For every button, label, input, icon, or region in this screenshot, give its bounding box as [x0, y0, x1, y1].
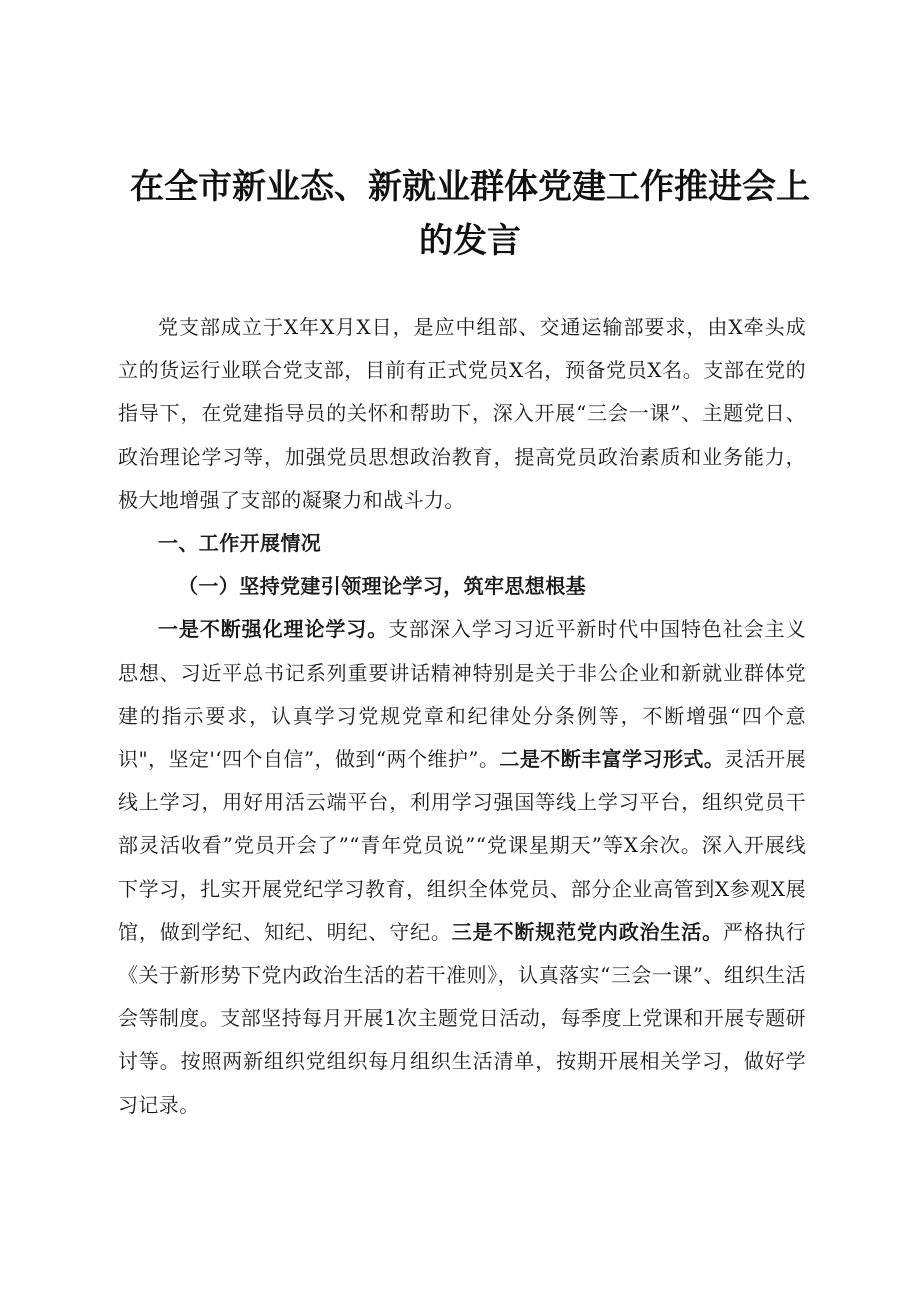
title-line-1: 在全市新业态、新就业群体党建工作推进会上 — [130, 167, 810, 207]
point2-text: 灵活开展线上学习，用好用活云端平台，利用学习强国等线上学习平台，组织党员干部灵活收看”党员开会了”“青年党员说”“党课星期天”等X余次。深入开展线下学习，扎实开展党纪学习教育，组织全体党员、部分企业高管到X参观X展馆，做到学纪、知纪、明纪、守纪。 — [118, 747, 806, 944]
point1-lead: 一是不断强化理论学习。 — [158, 617, 389, 642]
document-title — [110, 160, 830, 268]
section-heading: 一、工作开展情况 — [158, 531, 322, 556]
title-line-2: 的发言 — [419, 221, 521, 261]
subsection-heading: （一）坚持党建引领理论学习，筑牢思想根基 — [178, 574, 586, 599]
intro-paragraph: 党支部成立于X年X月X日，是应中组部、交通运输部要求，由X牵头成立的货运行业联合党支部，目前有正式党员X名，预备党员X名。支部在党的指导下，在党建指导员的关怀和帮助下，深入开展“三会一课”、主题党日、政治理论学习等，加强党员思想政治教育，提高党员政治素质和业务能力，极大地增强了支部的凝聚力和战斗力。 — [118, 315, 806, 512]
document-body — [118, 306, 806, 1127]
point3-text: 严格执行《关于新形势下党内政治生活的若干准则》，认真落实“三会一课”、组织生活会等制度。支部坚持每月开展1次主题党日活动，每季度上党课和开展专题研讨等。按照两新组织党组织每月组织生活清单，按期开展相关学习，做好学习记录。 — [118, 919, 807, 1117]
point1-text: 支部深入学习习近平新时代中国特色社会主义思想、习近平总书记系列重要讲话精神特别是关于非公企业和新就业群体党建的指示要求，认真学习党规党章和纪律处分条例等，不断增强“四个意识"，坚定'‘四个自信”，做到“两个维护”。 — [118, 617, 807, 772]
work-paragraph — [118, 608, 806, 1126]
point3-lead: 三是不断规范党内政治生活。 — [451, 919, 724, 944]
point2-lead: 二是不断丰富学习形式。 — [499, 747, 725, 772]
